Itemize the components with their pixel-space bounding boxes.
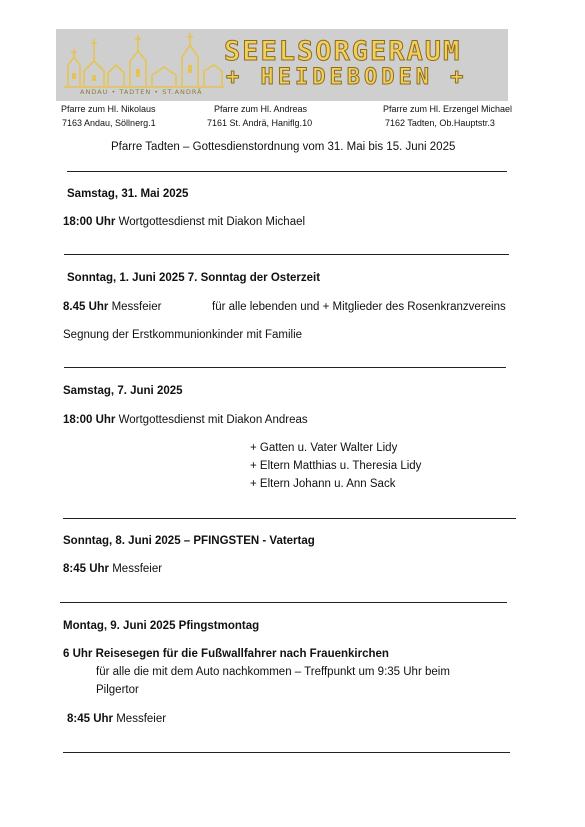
service-entry <box>63 301 161 313</box>
parish-address: 7162 Tadten, Ob.Hauptstr.3 <box>385 118 495 128</box>
service-time: 18:00 Uhr <box>63 216 116 228</box>
divider <box>60 602 507 603</box>
banner-subtitle: ANDAU • TADTEN • ST.ANDRÄ <box>80 88 203 96</box>
divider <box>64 367 506 368</box>
document-title: Pfarre Tadten – Gottesdienstordnung vom 31. Mai bis 15. Juni 2025 <box>111 141 456 153</box>
parish-name: Pfarre zum Hl. Andreas <box>214 104 308 114</box>
service-time: 18:00 Uhr <box>63 414 116 426</box>
parish-address: 7163 Andau, Söllnerg.1 <box>62 118 156 128</box>
service-note: Segnung der Erstkommunionkinder mit Familie <box>63 329 303 341</box>
parish-tadten <box>383 102 512 130</box>
service-time: 8:45 Uhr <box>67 713 114 725</box>
mass-intention: für alle lebenden und + Mitglieder des Rosenkranzvereins <box>212 301 506 313</box>
mass-intention: + Gatten u. Vater Walter Lidy <box>250 442 398 454</box>
service-date: Samstag, 7. Juni 2025 <box>63 385 183 397</box>
service-description: Messfeier <box>113 713 167 725</box>
parish-andau <box>61 102 156 130</box>
mass-intention: + Eltern Johann u. Ann Sack <box>250 478 396 490</box>
service-entry <box>63 414 308 426</box>
service-entry <box>67 713 166 725</box>
service-time: 8.45 Uhr <box>63 301 109 313</box>
service-detail: für alle die mit dem Auto nachkommen – Treffpunkt um 9:35 Uhr beim <box>96 666 450 678</box>
header-banner <box>56 29 508 101</box>
service-description: Messfeier <box>108 301 162 313</box>
church-skyline-logo <box>64 31 224 91</box>
service-headline: 6 Uhr Reisesegen für die Fußwallfahrer nach Frauenkirchen <box>63 648 389 660</box>
service-date: Sonntag, 1. Juni 2025 7. Sonntag der Osterzeit <box>67 272 321 284</box>
service-description: Wortgottesdienst mit Diakon Michael <box>115 216 306 228</box>
parish-name: Pfarre zum Hl. Nikolaus <box>61 104 156 114</box>
service-entry <box>63 563 162 575</box>
service-description: Messfeier <box>109 563 163 575</box>
banner-title-line2: + HEIDEBODEN + <box>226 65 468 90</box>
divider <box>63 518 516 519</box>
parish-name: Pfarre zum Hl. Erzengel Michael <box>383 104 513 114</box>
service-description: Wortgottesdienst mit Diakon Andreas <box>115 414 308 426</box>
service-entry <box>63 216 305 228</box>
banner-title-line1: SEELSORGERAUM <box>224 36 462 67</box>
service-date: Sonntag, 8. Juni 2025 – PFINGSTEN - Vatertag <box>63 535 315 547</box>
service-date: Montag, 9. Juni 2025 Pfingstmontag <box>63 620 260 632</box>
parish-address: 7161 St. Andrä, Haniflg.10 <box>207 118 313 128</box>
parish-st-andrae <box>207 102 313 130</box>
divider <box>63 752 510 753</box>
service-detail: Pilgertor <box>96 684 139 696</box>
mass-intention: + Eltern Matthias u. Theresia Lidy <box>250 460 422 472</box>
service-date: Samstag, 31. Mai 2025 <box>67 188 189 200</box>
service-time: 8:45 Uhr <box>63 563 110 575</box>
divider <box>67 171 507 172</box>
divider <box>64 254 509 255</box>
